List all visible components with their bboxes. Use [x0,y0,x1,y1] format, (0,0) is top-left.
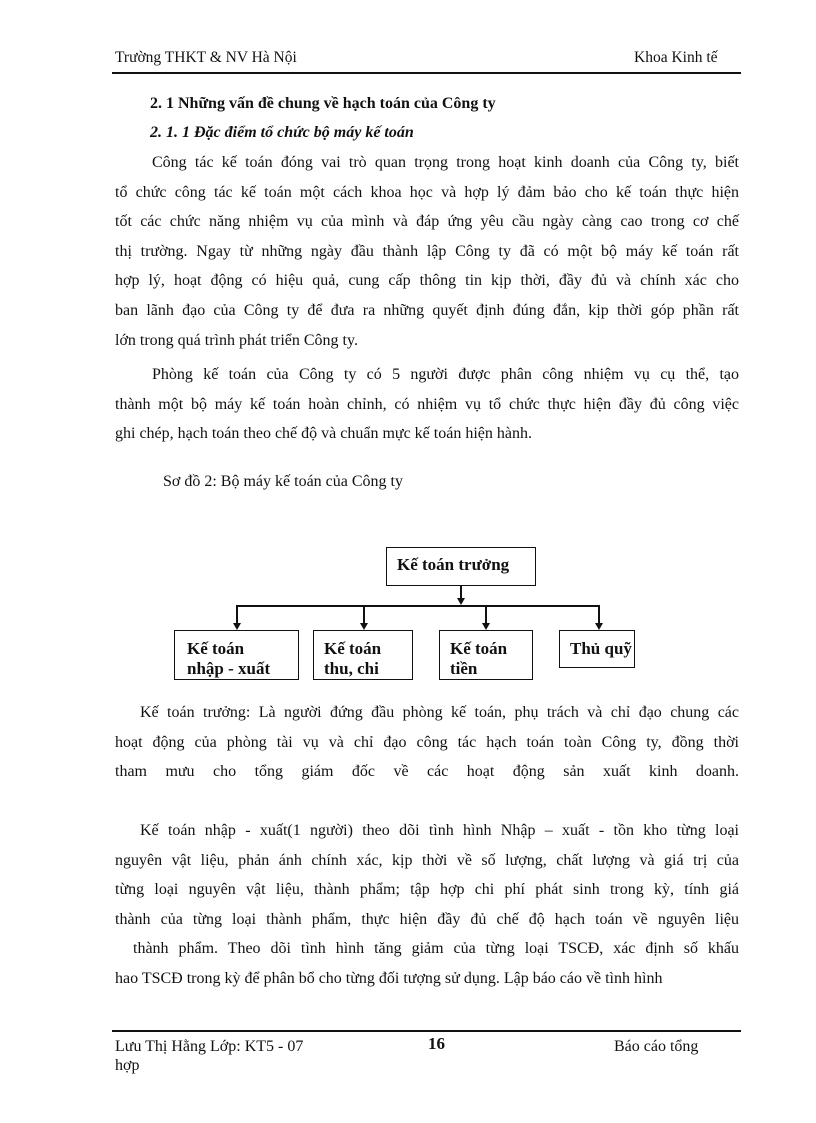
arrow-down-icon [360,623,368,630]
paragraph-line: tham mưu cho tổng giám đốc về các hoạt động sản xuất kinh doanh. [115,763,739,781]
arrow-down-icon [595,623,603,630]
footer-author: Lưu Thị Hằng Lớp: KT5 - 07 [115,1038,304,1055]
connector-drop [236,605,238,623]
treasurer-box [559,630,635,668]
arrow-down-icon [482,623,490,630]
accountant-revenue-expense-box [313,630,413,680]
box-line: Kế toán [187,639,245,658]
paragraph-line: lớn trong quá trình phát triển Công ty. [115,331,358,349]
paragraph-line: hao TSCĐ trong kỳ để phân bổ cho từng đối tượng sử dụng. Lập báo cáo về tình hình [115,969,663,987]
connector-horizontal [236,605,598,607]
paragraph-3 [115,698,739,787]
paragraph-line: Kế toán trưởng: Là người đứng đầu phòng kế toán, phụ trách và chỉ đạo chung các [140,704,739,721]
arrow-down-icon [233,623,241,630]
paragraph-line: hợp lý, hoạt động có hiệu quả, cung cấp thông tin kịp thời, đầy đủ và chính xác cho [115,272,739,290]
box-line: nhập - xuất [187,659,271,678]
paragraph-line: Kế toán nhập - xuất(1 người) theo dõi tình hình Nhập – xuất - tồn kho từng loại [140,822,739,839]
box-line: Thủ quỹ [570,639,632,658]
section-heading: 2. 1 Những vấn đề chung về hạch toán của Công ty [150,95,496,112]
header-rule [112,72,741,74]
subsection-heading: 2. 1. 1 Đặc điểm tổ chức bộ máy kế toán [150,124,414,141]
footer-rule [112,1030,741,1032]
header-left: Trường THKT & NV Hà Nội [115,49,297,66]
paragraph-1 [115,148,739,355]
paragraph-2 [115,360,739,449]
paragraph-line: thành một bộ máy kế toán hoàn chỉnh, có nhiệm vụ tổ chức thực hiện đầy đủ công việc [115,395,739,413]
accountant-cash-box [439,630,533,680]
paragraph-line: thành phẩm. Theo dõi tình hình tăng giảm của từng loại TSCĐ, xác định số khấu [133,940,739,958]
paragraph-line: hoạt động của phòng tài vụ và chỉ đạo công tác hạch toán toàn Công ty, đồng thời [115,733,739,751]
paragraph-line: thành của từng loại thành phẩm, thực hiện đầy đủ chế độ hạch toán về nguyên liệu [115,910,739,928]
box-line: Kế toán [324,639,382,658]
chief-accountant-box [386,547,536,586]
paragraph-line: ban lãnh đạo của Công ty để đưa ra những quyết định đúng đắn, kịp thời góp phần rất [115,301,739,319]
paragraph-line: ghi chép, hạch toán theo chế độ và chuẩn mực kế toán hiện hành. [115,425,532,443]
paragraph-line: thị trường. Ngay từ những ngày đầu thành lập Công ty đã có một bộ máy kế toán rất [115,242,739,260]
connector-drop [485,605,487,623]
header-right: Khoa Kinh tế [634,49,718,66]
box-line: Kế toán [450,639,508,658]
page-number: 16 [428,1034,445,1053]
paragraph-4 [115,816,739,994]
paragraph-line: Công tác kế toán đóng vai trò quan trọng trong hoạt kinh doanh của Công ty, biết [152,154,739,171]
paragraph-line: Phòng kế toán của Công ty có 5 người được phân công nhiệm vụ cụ thể, tạo [152,366,739,383]
box-line: tiền [450,659,478,678]
footer-report-cont: hợp [115,1057,140,1074]
connector-drop [598,605,600,623]
paragraph-line: tổ chức công tác kế toán một cách khoa học và hợp lý đảm bảo cho kế toán thực hiện [115,183,739,201]
box-line: thu, chi [324,659,379,678]
diagram-caption: Sơ đồ 2: Bộ máy kế toán của Công ty [163,473,403,490]
chief-accountant-label: Kế toán trưởng [397,555,510,574]
accountant-import-export-box [174,630,299,680]
paragraph-line: từng loại nguyên vật liệu, thành phẩm; tập hợp chi phí phát sinh trong kỳ, tính giá [115,881,739,899]
footer-report: Báo cáo tổng [614,1038,699,1055]
paragraph-line: tốt các chức năng nhiệm vụ của mình và đáp ứng yêu cầu ngày càng cao trong cơ chế [115,213,739,231]
arrow-down-icon [457,598,465,605]
paragraph-line: nguyên vật liệu, phản ánh chính xác, kịp thời về số lượng, chất lượng và giá trị của [115,851,739,869]
connector-drop [363,605,365,623]
